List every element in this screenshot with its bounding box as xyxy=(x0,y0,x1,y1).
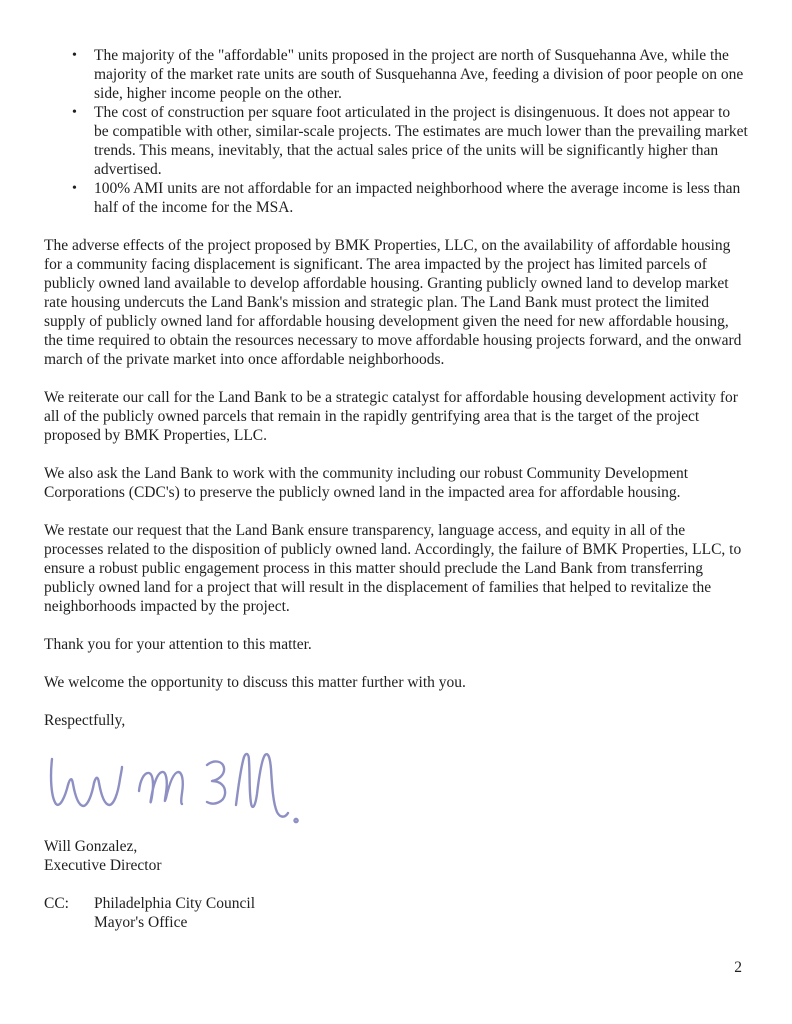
bullet-marker: • xyxy=(72,181,77,196)
bullet-marker: • xyxy=(72,48,77,63)
signature-stroke xyxy=(236,754,288,817)
paragraph: We reiterate our call for the Land Bank to be a strategic catalyst for affordable housing development activity for all of the publicly owned parcels that remain in the rapidly gentrifying area that is the target of the project proposed by BMK Properties, LLC. xyxy=(44,389,738,444)
page-number: 2 xyxy=(734,959,742,976)
cc-label: CC: xyxy=(44,895,69,912)
list-item xyxy=(44,46,748,103)
handwritten-signature-icon xyxy=(44,749,304,829)
signature-stroke xyxy=(207,761,225,803)
paragraph: Thank you for your attention to this matter. xyxy=(44,636,312,653)
list-item-text: The majority of the "affordable" units proposed in the project are north of Susquehanna Ave, while the majority of the market rate units are south of Susquehanna Ave, feeding a division of poor people on one side, higher income people on the other. xyxy=(94,47,744,102)
list-item-text: 100% AMI units are not affordable for an impacted neighborhood where the average income is less than half of the income for the MSA. xyxy=(94,180,741,216)
cc-recipient: Mayor's Office xyxy=(94,914,188,931)
cc-block xyxy=(44,894,748,932)
signature-stroke xyxy=(51,759,122,806)
signature-image xyxy=(44,749,748,829)
signer-name: Will Gonzalez, xyxy=(44,838,138,855)
bullet-marker: • xyxy=(72,105,77,120)
cc-list xyxy=(94,894,255,932)
paragraph: We also ask the Land Bank to work with the community including our robust Community Development Corporations (CDC's) to preserve the publicly owned land in the impacted area for affordable housing. xyxy=(44,465,689,501)
signature-block xyxy=(44,837,748,875)
valediction: Respectfully, xyxy=(44,712,126,729)
signature-stroke xyxy=(139,772,183,804)
list-item xyxy=(44,103,748,179)
signer-title: Executive Director xyxy=(44,857,162,874)
paragraph: We restate our request that the Land Bank ensure transparency, language access, and equity in all of the processes related to the disposition of publicly owned land. Accordingly, the failure of BMK Properties, LLC, to ensure a robust public engagement process in this matter should preclude the Land Bank from transferring publicly owned land for a project that will result in the displacement of families that helped to revitalize the neighborhoods impacted by the project. xyxy=(44,522,742,615)
signature-stroke xyxy=(294,819,297,822)
list-item-text: The cost of construction per square foot articulated in the project is disingenuous. It does not appear to be compatible with other, similar-scale projects. The estimates are much lower than the prevailing market trends. This means, inevitably, that the actual sales price of the units will be significantly higher than advertised. xyxy=(94,104,748,178)
paragraph: We welcome the opportunity to discuss this matter further with you. xyxy=(44,674,466,691)
paragraph: The adverse effects of the project proposed by BMK Properties, LLC, on the availability of affordable housing for a community facing displacement is significant. The area impacted by the project has limited parcels of publicly owned land available to develop affordable housing. Granting publicly owned land to develop market rate housing undercuts the Land Bank's mission and strategic plan. The Land Bank must protect the limited supply of publicly owned land for affordable housing development given the need for new affordable housing, the time required to obtain the resources necessary to move affordable housing projects forward, and the onward march of the private market into once affordable neighborhoods. xyxy=(44,237,742,368)
cc-recipient: Philadelphia City Council xyxy=(94,895,256,912)
bullet-list xyxy=(44,46,748,217)
list-item xyxy=(44,179,748,217)
